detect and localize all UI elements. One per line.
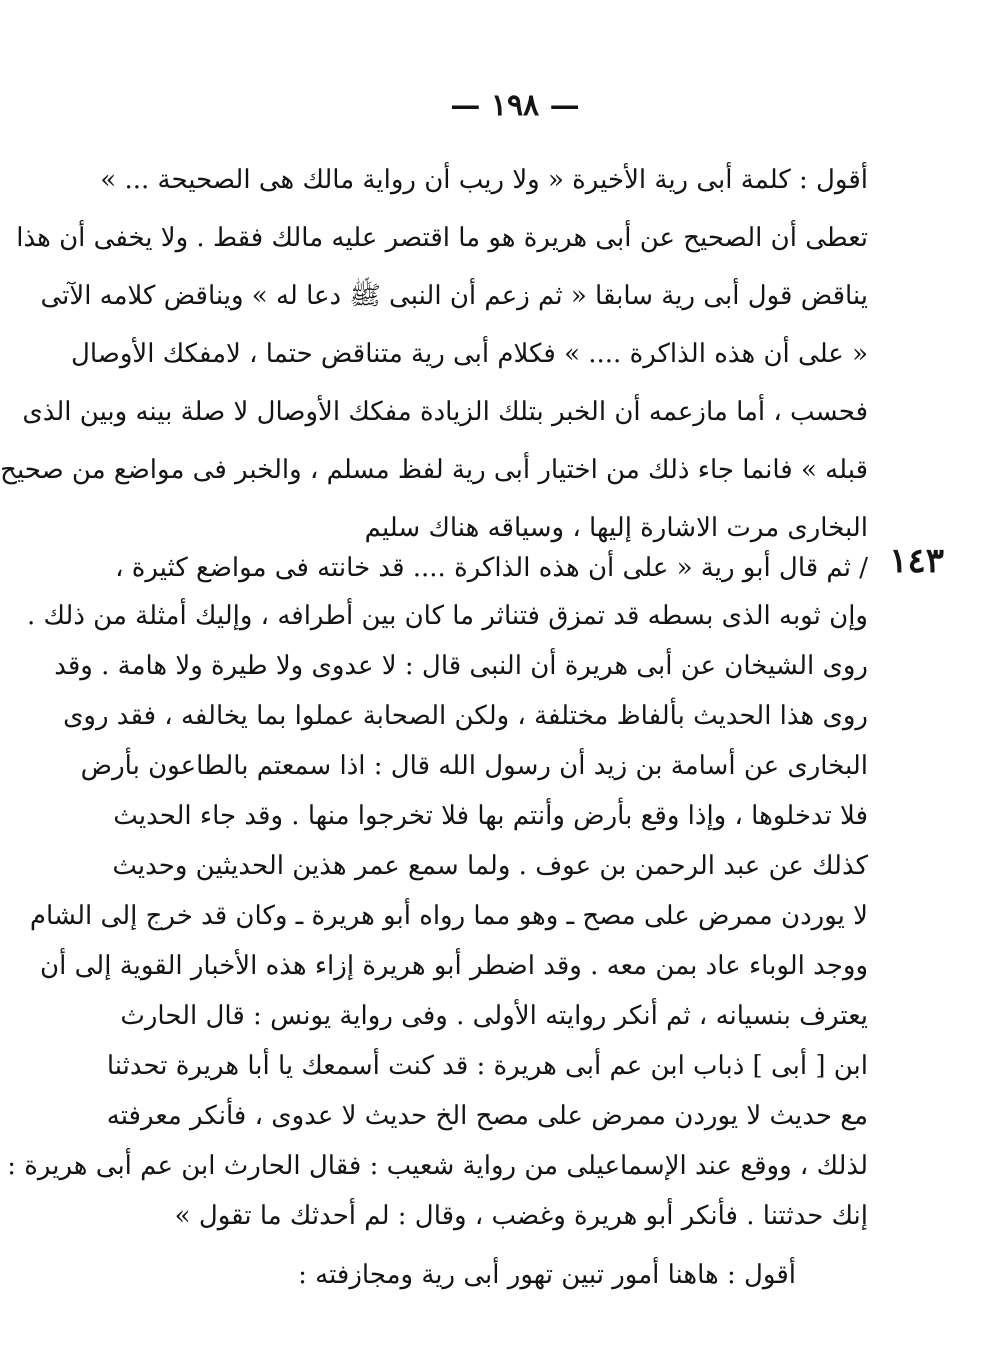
paragraph-2-line: إنك حدثتنا . فأنكر أبو هريرة وغضب ، وقال : لم أحدثك ما تقول » — [174, 1201, 868, 1231]
paragraph-2-line: روى الشيخان عن أبى هريرة أن النبى قال : لا عدوى ولا طيرة ولا هامة . وقد — [54, 651, 868, 681]
paragraph-2-line: فلا تدخلوها ، وإذا وقع بأرض وأنتم بها فلا تخرجوا منها . وقد جاء الحديث — [113, 801, 868, 831]
paragraph-2-line: كذلك عن عبد الرحمن بن عوف . ولما سمع عمر هذين الحديثين وحديث — [112, 851, 868, 881]
paragraph-2-line: مع حديث لا يوردن ممرض على مصح الخ حديث لا عدوى ، فأنكر معرفته — [106, 1101, 868, 1131]
paragraph-1-line: أقول : كلمة أبى رية الأخيرة « ولا ريب أن رواية مالك هى الصحيحة ... » — [100, 165, 868, 195]
paragraph-2-line: لذلك ، ووقع عند الإسماعيلى من رواية شعيب : فقال الحارث ابن عم أبى هريرة : — [7, 1151, 868, 1181]
closing-statement: أقول : هاهنا أمور تبين تهور أبى رية ومجازفته : — [298, 1260, 796, 1290]
paragraph-1-line: يناقض قول أبى رية سابقا « ثم زعم أن النبى ﷺ دعا له » ويناقض كلامه الآتى — [40, 281, 868, 311]
paragraph-2-line: يعترف بنسيانه ، ثم أنكر روايته الأولى . وفى رواية يونس : قال الحارث — [120, 1001, 868, 1031]
paragraph-2-line: وإن ثوبه الذى بسطه قد تمزق فتناثر ما كان بين أطرافه ، وإليك أمثلة من ذلك . — [26, 601, 868, 631]
paragraph-1-line: تعطى أن الصحيح عن أبى هريرة هو ما اقتصر عليه مالك فقط . ولا يخفى أن هذا — [16, 223, 868, 253]
paragraph-2-line: روى هذا الحديث بألفاظ مختلفة ، ولكن الصحابة عملوا بما يخالفه ، فقد روى — [63, 701, 868, 731]
margin-page-number: ١٤٣ — [889, 541, 944, 581]
paragraph-2-line: لا يوردن ممرض على مصح ـ وهو مما رواه أبو هريرة ـ وكان قد خرج إلى الشام — [29, 901, 868, 931]
paragraph-2-line: البخارى عن أسامة بن زيد أن رسول الله قال : اذا سمعتم بالطاعون بأرض — [80, 751, 868, 781]
paragraph-2-line: ووجد الوباء عاد بمن معه . وقد اضطر أبو هريرة إزاء هذه الأخبار القوية إلى أن — [40, 951, 868, 981]
paragraph-1-line: البخارى مرت الاشارة إليها ، وسياقه هناك سليم — [364, 513, 868, 543]
paragraph-2-line: / ثم قال أبو رية « على أن هذه الذاكرة .... قد خانته فى مواضع كثيرة ، — [115, 553, 868, 583]
page-number: — ١٩٨ — — [450, 88, 580, 123]
paragraph-2-line: ابن [ أبى ] ذباب ابن عم أبى هريرة : قد كنت أسمعك يا أبا هريرة تحدثنا — [106, 1051, 868, 1081]
paragraph-1-line: فحسب ، أما مازعمه أن الخبر بتلك الزيادة مفكك الأوصال لا صلة بينه وبين الذى — [22, 397, 868, 427]
paragraph-1-line: « على أن هذه الذاكرة .... » فكلام أبى رية متناقض حتما ، لامفكك الأوصال — [70, 339, 868, 369]
paragraph-1-line: قبله » فانما جاء ذلك من اختيار أبى رية لفظ مسلم ، والخبر فى مواضع من صحيح — [0, 455, 868, 485]
